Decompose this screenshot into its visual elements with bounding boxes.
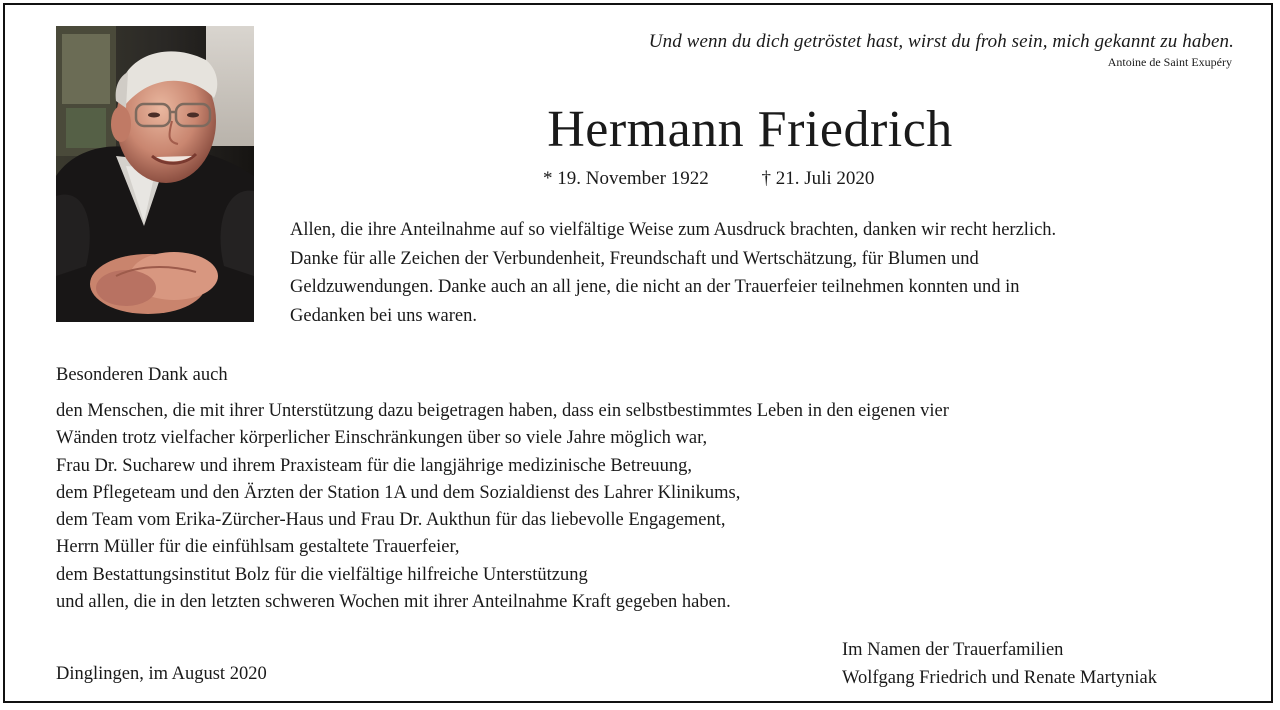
signoff bbox=[842, 636, 1157, 692]
thanks-paragraph bbox=[290, 216, 1240, 330]
deceased-name: Hermann Friedrich bbox=[547, 101, 953, 158]
special-thanks-line: den Menschen, die mit ihrer Unterstützung dazu beigetragen haben, dass ein selbstbestimmtes Leben in den eigenen vier bbox=[56, 401, 949, 421]
special-thanks-line: dem Team vom Erika-Zürcher-Haus und Frau Dr. Aukthun für das liebevolle Engagement, bbox=[56, 510, 726, 531]
thanks-line: Gedanken bei uns waren. bbox=[290, 305, 477, 326]
birth-date: * 19. November 1922 bbox=[543, 168, 709, 189]
place-date: Dinglingen, im August 2020 bbox=[56, 664, 267, 684]
portrait-image bbox=[56, 26, 254, 322]
special-thanks-list bbox=[56, 398, 1236, 616]
special-thanks-line: dem Bestattungsinstitut Bolz für die vielfältige hilfreiche Unterstützung bbox=[56, 564, 588, 585]
death-date: † 21. Juli 2020 bbox=[761, 168, 875, 189]
signoff-line: Im Namen der Trauerfamilien bbox=[842, 640, 1064, 660]
portrait-photo bbox=[56, 26, 254, 322]
thanks-line: Allen, die ihre Anteilnahme auf so vielfältige Weise zum Ausdruck brachten, danken wir recht herzlich. bbox=[290, 220, 1057, 240]
thanks-line: Danke für alle Zeichen der Verbundenheit, Freundschaft und Wertschätzung, für Blumen und bbox=[290, 248, 979, 269]
special-thanks-line: dem Pflegeteam und den Ärzten der Station 1A und dem Sozialdienst des Lahrer Klinikums, bbox=[56, 482, 741, 503]
signoff-names: Wolfgang Friedrich und Renate Martyniak bbox=[842, 668, 1157, 688]
epigraph-author: Antoine de Saint Exupéry bbox=[1107, 55, 1232, 69]
special-thanks-line: Frau Dr. Sucharew und ihrem Praxisteam für die langjährige medizinische Betreuung, bbox=[56, 455, 693, 476]
life-dates bbox=[543, 168, 874, 190]
special-thanks-line: Wänden trotz vielfacher körperlicher Einschränkungen über so viele Jahre möglich war, bbox=[56, 428, 708, 449]
special-thanks-line: und allen, die in den letzten schweren Wochen mit ihrer Anteilnahme Kraft gegeben haben. bbox=[56, 592, 731, 613]
special-thanks-heading: Besonderen Dank auch bbox=[56, 365, 228, 385]
epigraph-quote: Und wenn du dich getröstet hast, wirst du froh sein, mich gekannt zu haben. bbox=[648, 31, 1234, 52]
thanks-line: Geldzuwendungen. Danke auch an all jene, die nicht an der Trauerfeier teilnehmen konnten und in bbox=[290, 277, 1020, 297]
special-thanks-line: Herrn Müller für die einfühlsam gestaltete Trauerfeier, bbox=[56, 537, 460, 558]
